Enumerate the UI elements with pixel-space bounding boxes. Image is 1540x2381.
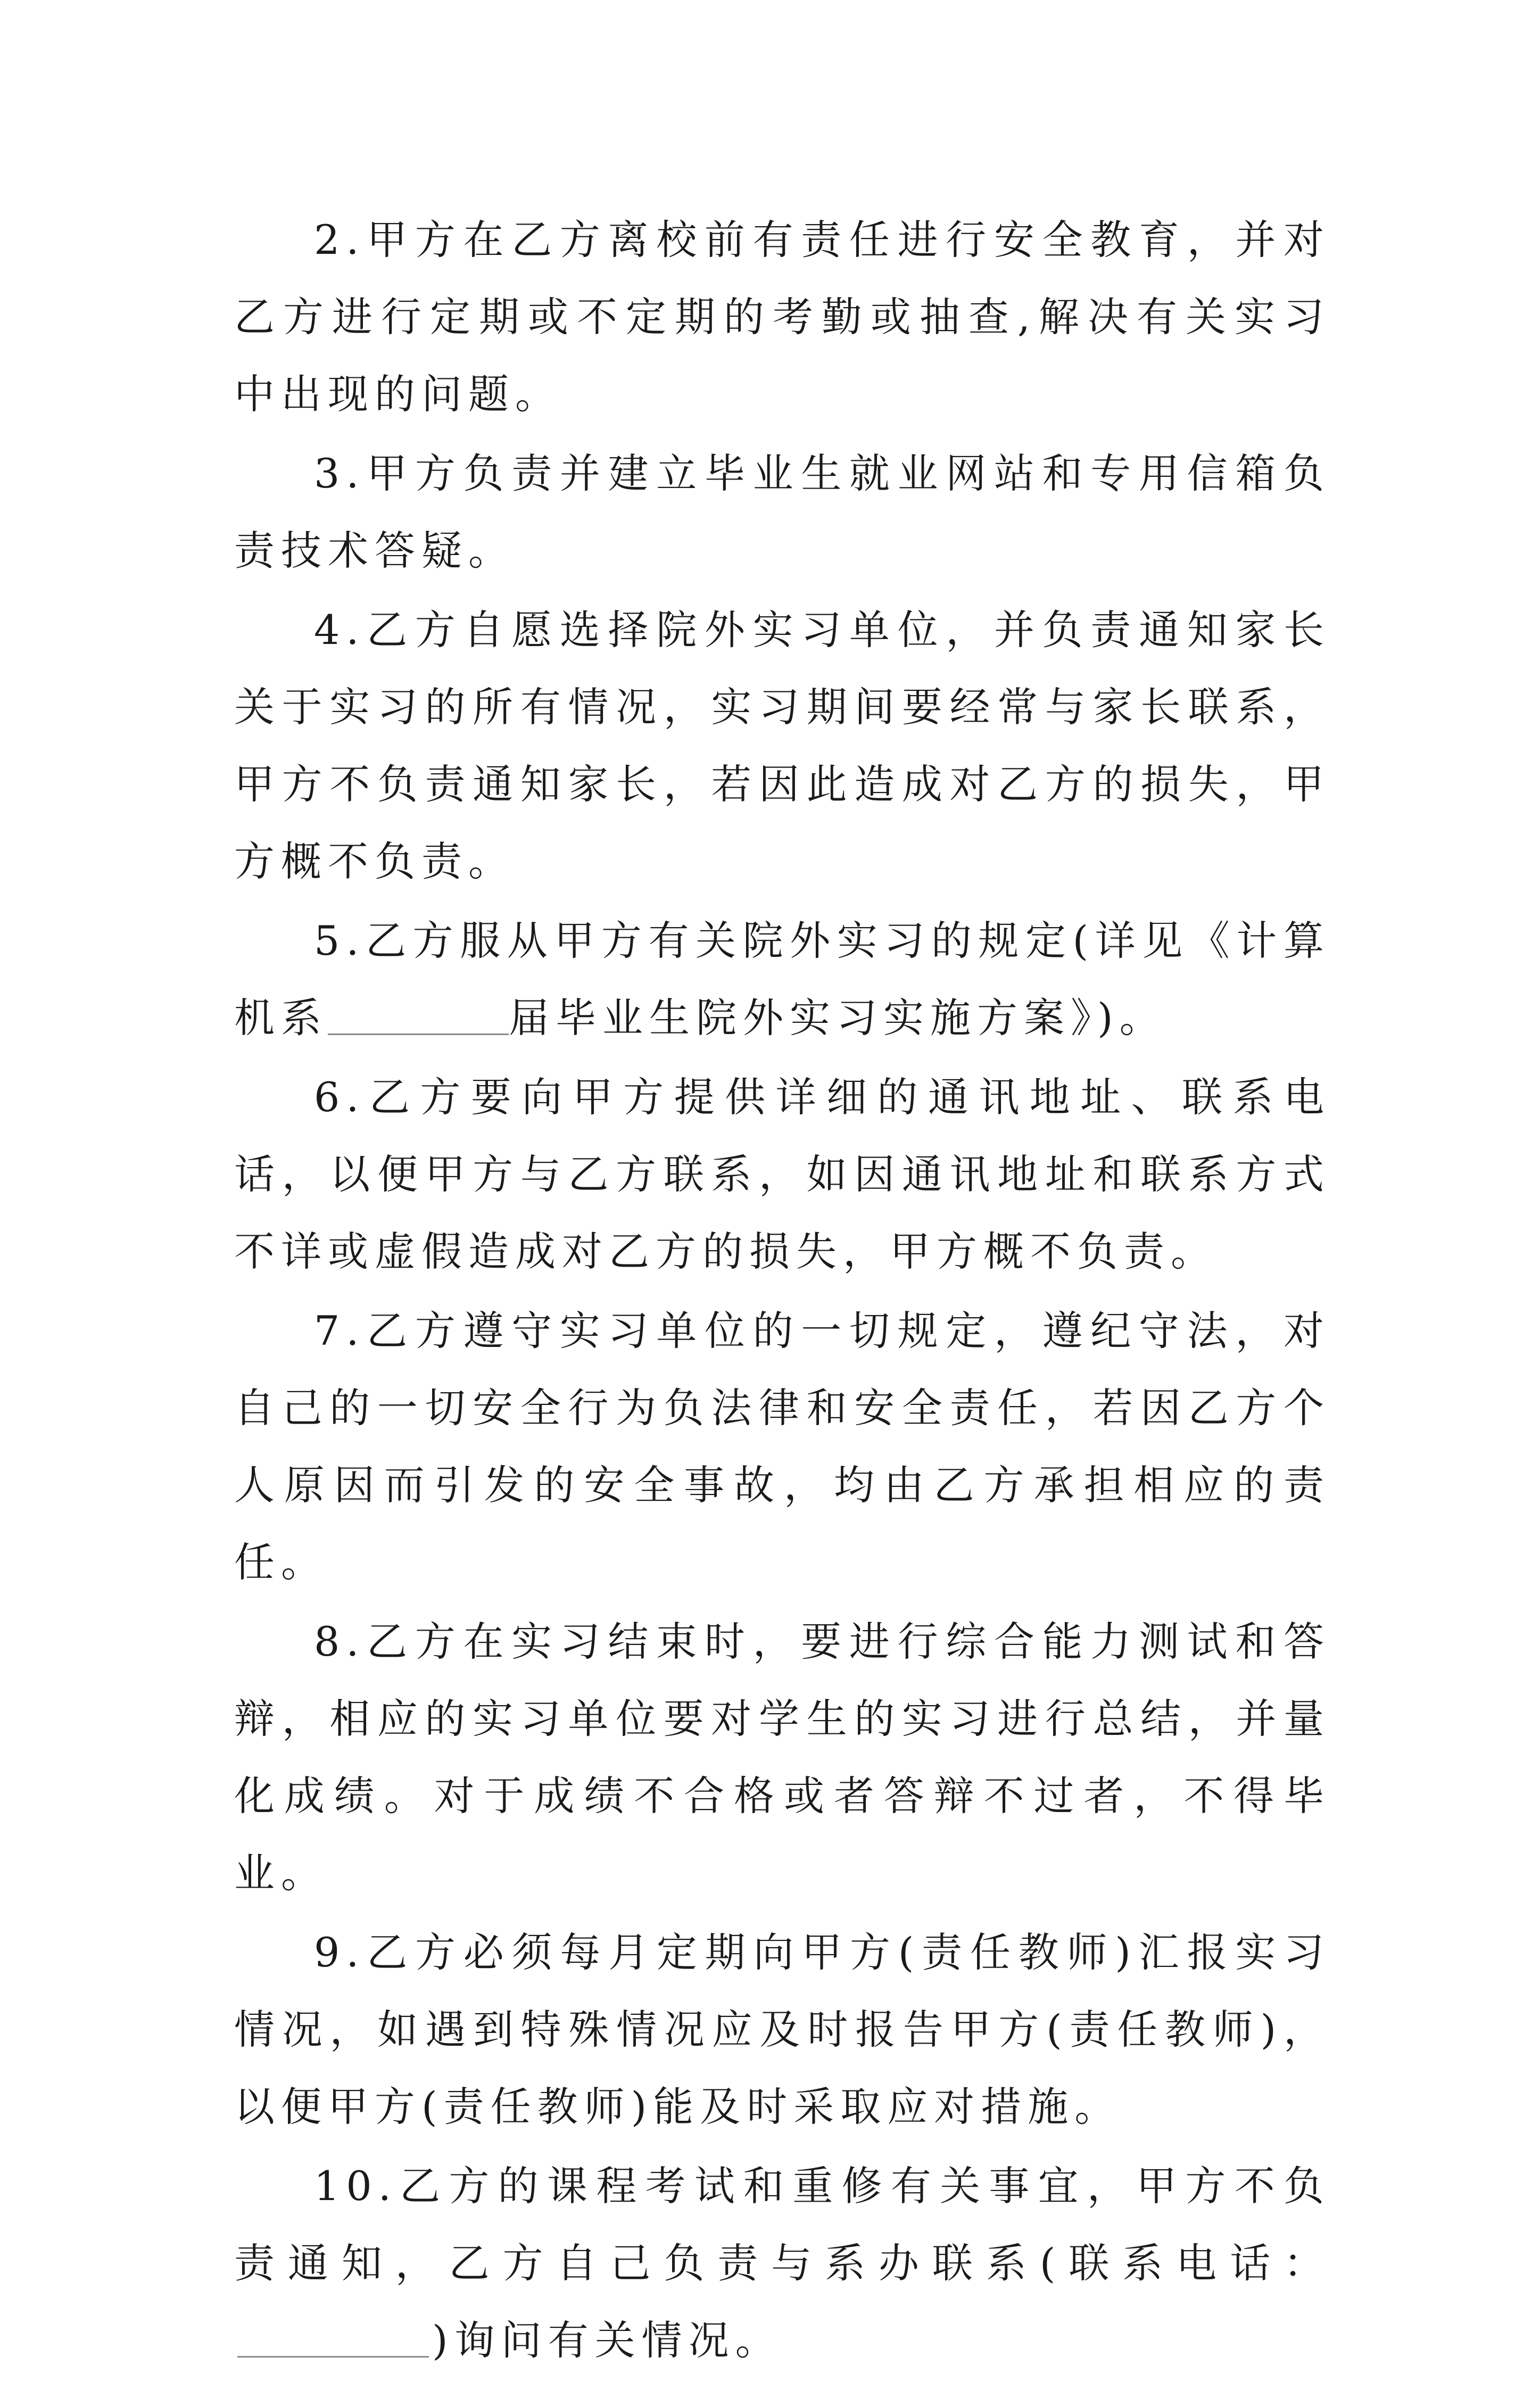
clause-4: 4.乙方自愿选择院外实习单位，并负责通知家长关于实习的所有情况，实习期间要经常与家长联系，甲方不负责通知家长，若因此造成对乙方的损失，甲方概不负责。	[234, 606, 1330, 885]
clause-10	[234, 2147, 1330, 2379]
clause-5-text-after: 届毕业生院外实习实施方案》)。	[509, 994, 1166, 1041]
clause-3: 3.甲方负责并建立毕业生就业网站和专用信箱负责技术答疑。	[234, 450, 1330, 574]
clause-10-text-before: 10.乙方的课程考试和重修有关事宜，甲方不负责通知，乙方自己负责与系办联系(联系电话：	[234, 2162, 1330, 2287]
year-blank-line	[328, 995, 509, 1035]
clause-9: 9.乙方必须每月定期向甲方(责任教师)汇报实习情况，如遇到特殊情况应及时报告甲方(责任教师)，以便甲方(责任教师)能及时采取应对措施。	[234, 1929, 1330, 2130]
document-body	[234, 201, 1330, 2381]
clause-6: 6.乙方要向甲方提供详细的通讯地址、联系电话，以便甲方与乙方联系，如因通讯地址和联系方式不详或虚假造成对乙方的损失，甲方概不负责。	[234, 1073, 1330, 1275]
clause-8: 8.乙方在实习结束时，要进行综合能力测试和答辩，相应的实习单位要对学生的实习进行总结，并量化成绩。对于成绩不合格或者答辩不过者，不得毕业。	[234, 1618, 1330, 1897]
clause-2: 2.甲方在乙方离校前有责任进行安全教育，并对乙方进行定期或不定期的考勤或抽查,解决有关实习中出现的问题。	[234, 216, 1330, 418]
clause-10-text-after: )询问有关情况。	[432, 2317, 782, 2364]
clause-5-text-before: 5.乙方服从甲方有关院外实习的规定(详见《计算机系	[234, 917, 1330, 1041]
phone-blank-line	[237, 2318, 429, 2358]
clause-5	[234, 902, 1330, 1056]
clause-7: 7.乙方遵守实习单位的一切规定，遵纪守法，对自己的一切安全行为负法律和安全责任，若因乙方个人原因而引发的安全事故，均由乙方承担相应的责任。	[234, 1307, 1330, 1586]
